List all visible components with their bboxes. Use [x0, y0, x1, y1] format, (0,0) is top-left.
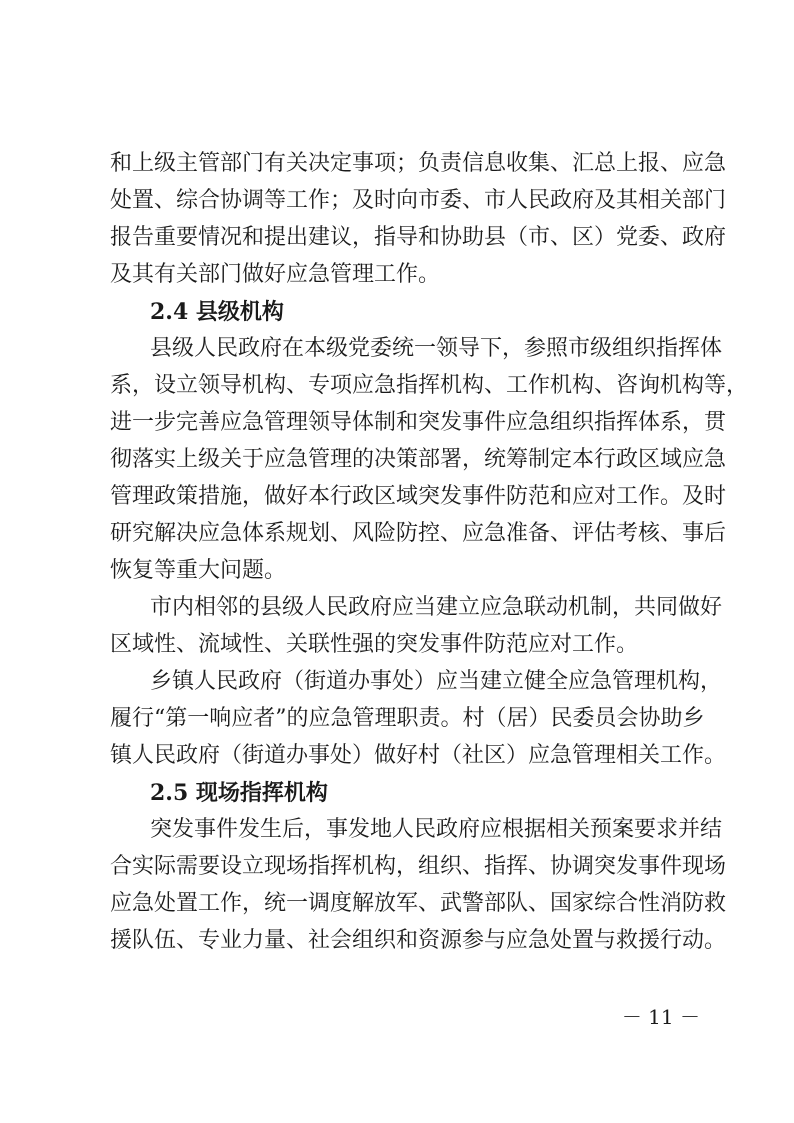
text-line: 系，设立领导机构、专项应急指挥机构、工作机构、咨询机构等，	[110, 373, 749, 398]
section-heading-2-5: 2.5 现场指挥机构	[150, 780, 328, 806]
text-line: 彻落实上级关于应急管理的决策部署，统筹制定本行政区域应急	[110, 447, 727, 472]
text-line: 市内相邻的县级人民政府应当建立应急联动机制，共同做好	[150, 595, 723, 620]
text-line: 管理政策措施，做好本行政区域突发事件防范和应对工作。及时	[110, 484, 727, 509]
text-line: 恢复等重大问题。	[110, 558, 287, 583]
text-line: 研究解决应急体系规划、风险防控、应急准备、评估考核、事后	[110, 521, 727, 546]
text-line: 报告重要情况和提出建议，指导和协助县（市、区）党委、政府	[110, 225, 727, 250]
text-line: 处置、综合协调等工作；及时向市委、市人民政府及其相关部门	[110, 188, 727, 213]
text-line: 和上级主管部门有关决定事项；负责信息收集、汇总上报、应急	[110, 151, 727, 176]
text-line: 履行“第一响应者”的应急管理职责。村（居）民委员会协助乡	[110, 706, 705, 731]
text-line: 援队伍、专业力量、社会组织和资源参与应急处置与救援行动。	[110, 928, 727, 953]
text-line: 及其有关部门做好应急管理工作。	[110, 262, 441, 287]
text-line: 县级人民政府在本级党委统一领导下，参照市级组织指挥体	[150, 336, 723, 361]
text-line: 应急处置工作，统一调度解放军、武警部队、国家综合性消防救	[110, 891, 727, 916]
text-line: 进一步完善应急管理领导体制和突发事件应急组织指挥体系，贯	[110, 410, 727, 435]
text-line: 区域性、流域性、关联性强的突发事件防范应对工作。	[110, 632, 639, 657]
section-heading-2-4: 2.4 县级机构	[150, 299, 284, 325]
page-number: － 11 －	[621, 1005, 700, 1029]
text-line: 突发事件发生后，事发地人民政府应根据相关预案要求并结	[150, 817, 723, 842]
text-line: 合实际需要设立现场指挥机构，组织、指挥、协调突发事件现场	[110, 854, 727, 879]
text-line: 镇人民政府（街道办事处）做好村（社区）应急管理相关工作。	[110, 743, 727, 768]
text-line: 乡镇人民政府（街道办事处）应当建立健全应急管理机构，	[150, 669, 723, 694]
